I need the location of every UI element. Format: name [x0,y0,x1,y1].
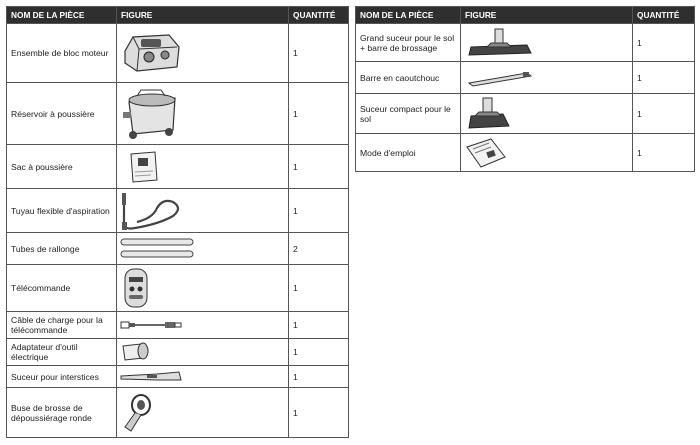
dust-bag-icon [125,150,165,184]
manual-icon [461,137,511,169]
part-name: Réservoir à poussière [7,83,117,145]
part-quantity: 1 [289,312,349,339]
part-name: Télécommande [7,265,117,312]
part-quantity: 1 [289,145,349,189]
part-quantity: 1 [289,388,349,438]
part-quantity: 1 [633,24,695,62]
header-part-name: NOM DE LA PIÈCE [356,7,461,24]
part-name: Sac à poussière [7,145,117,189]
parts-table-left [6,6,349,438]
header-quantity: QUANTITÉ [633,7,695,24]
part-name: Suceur pour interstices [7,366,117,388]
part-name: Câble de charge pour la télécommande [7,312,117,339]
part-name: Adaptateur d'outil électrique [7,339,117,366]
table-row [356,134,695,172]
part-quantity: 1 [289,189,349,233]
part-quantity: 1 [289,339,349,366]
motor-block-icon [117,27,187,79]
table-row [7,366,349,388]
table-row [7,83,349,145]
extension-tubes-icon [117,236,197,262]
part-name: Buse de brosse de dépoussiérage ronde [7,388,117,438]
table-row [7,145,349,189]
part-name: Mode d'emploi [356,134,461,172]
dust-tank-icon [117,86,187,142]
part-name: Barre en caoutchouc [356,62,461,94]
part-name: Grand suceur pour le sol + barre de brossage [356,24,461,62]
table-row [7,388,349,438]
table-row [7,339,349,366]
remote-control-icon [117,267,157,309]
part-name: Tuyau flexible d'aspiration [7,189,117,233]
header-row [356,7,695,24]
header-part-name: NOM DE LA PIÈCE [7,7,117,24]
part-quantity: 1 [633,62,695,94]
header-quantity: QUANTITÉ [289,7,349,24]
header-figure: FIGURE [117,7,289,24]
header-row [7,7,349,24]
part-quantity: 1 [289,366,349,388]
floor-nozzle-icon [461,27,541,59]
table-row [7,312,349,339]
table-row [356,94,695,134]
part-quantity: 1 [633,94,695,134]
table-row [356,62,695,94]
tool-adapter-icon [117,340,157,364]
rubber-bar-icon [461,67,541,89]
flexible-hose-icon [117,190,187,232]
table-row [356,24,695,62]
parts-table-right [355,6,695,172]
part-name: Tubes de rallonge [7,233,117,265]
table-row [7,233,349,265]
round-brush-icon [117,391,157,435]
part-quantity: 2 [289,233,349,265]
table-row [7,24,349,83]
compact-nozzle-icon [461,96,521,132]
part-quantity: 1 [633,134,695,172]
part-quantity: 1 [289,83,349,145]
part-quantity: 1 [289,265,349,312]
charging-cable-icon [117,318,187,332]
part-name: Ensemble de bloc moteur [7,24,117,83]
part-quantity: 1 [289,24,349,83]
table-row [7,189,349,233]
crevice-nozzle-icon [117,369,187,385]
part-name: Suceur compact pour le sol [356,94,461,134]
table-row [7,265,349,312]
header-figure: FIGURE [461,7,633,24]
